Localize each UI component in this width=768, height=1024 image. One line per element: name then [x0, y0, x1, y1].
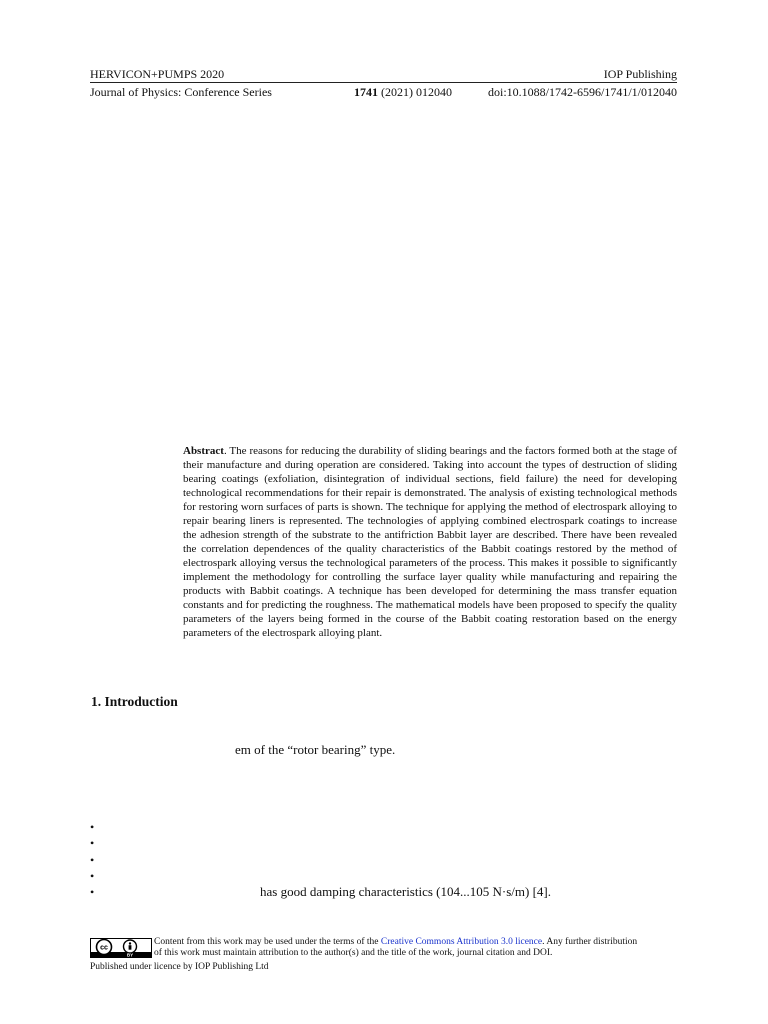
bullet-2: •: [90, 836, 95, 850]
abstract-label: Abstract: [183, 445, 224, 457]
license-link[interactable]: Creative Commons Attribution 3.0 licence: [380, 937, 543, 947]
bullet-3: •: [90, 853, 95, 867]
abstract-text: . The reasons for reducing the durability of sliding bearings and the factors formed both at the stage of their manufacture and during operation are considered. Taking into account the types of destruction of sliding bearing coatings (exfoliation, disintegration of individual sections, field failure) the need for developing technological recommendations for their repair is demonstrated. The analysis of existing technological methods for restoring worn surfaces of parts is shown. The technique for applying the method of electrospark alloying to repair bearing liners is represented. The technologies of applying combined electrospark coatings to increase the adhesion strength of the substrate to the antifriction Babbit layer are described. There have been revealed the correlation dependences of the quality characteristics of the Babbit coatings restored by the method of electrospark alloying versus the technological parameters of the process. This makes it possible to significantly implement the methodology for controlling the surface layer quality while manufacturing and repairing the products with Babbit coatings. A technique has been developed for determining the mass transfer equation constants and for predicting the roughness. The mathematical models have been proposed to specify the quality parameters of the layers being formed in the course of the Babbit coating restoration based on the energy parameters of the electrospark alloying plant.: [183, 445, 677, 639]
svg-text:cc: cc: [100, 944, 108, 952]
conference-name: HERVICON+PUMPS 2020: [90, 67, 225, 81]
license-text-pre: Content from this work may be used under the terms of the: [154, 937, 381, 947]
journal-series: Journal of Physics: Conference Series: [90, 85, 272, 99]
bullet-1: •: [90, 820, 95, 834]
published-under-licence: Published under licence by IOP Publishing Ltd: [90, 962, 269, 972]
license-statement-line2: of this work must maintain attribution to the author(s) and the title of the work, journal citation and DOI.: [154, 948, 553, 958]
section-title: 1. Introduction: [91, 694, 178, 709]
header-rule: [90, 82, 677, 83]
bullet-4: •: [90, 869, 95, 883]
year-article: (2021) 012040: [381, 85, 452, 99]
bullet-5: •: [90, 885, 95, 899]
publisher-name: IOP Publishing: [603, 67, 677, 81]
license-text-post: . Any further distribution: [542, 937, 638, 947]
abstract: [183, 444, 677, 640]
doi-link[interactable]: doi:10.1088/1742-6596/1741/1/012040: [488, 85, 677, 99]
bullet-5-text: has good damping characteristics (104...105 N·s/m) [4].: [260, 884, 551, 899]
license-statement: [154, 937, 637, 948]
cc-by-license-icon[interactable]: [90, 938, 152, 958]
cc-badge-label: BY: [126, 952, 134, 958]
volume-number: 1741: [354, 85, 378, 99]
citation: [354, 85, 452, 99]
body-line: em of the “rotor bearing” type.: [235, 742, 396, 757]
